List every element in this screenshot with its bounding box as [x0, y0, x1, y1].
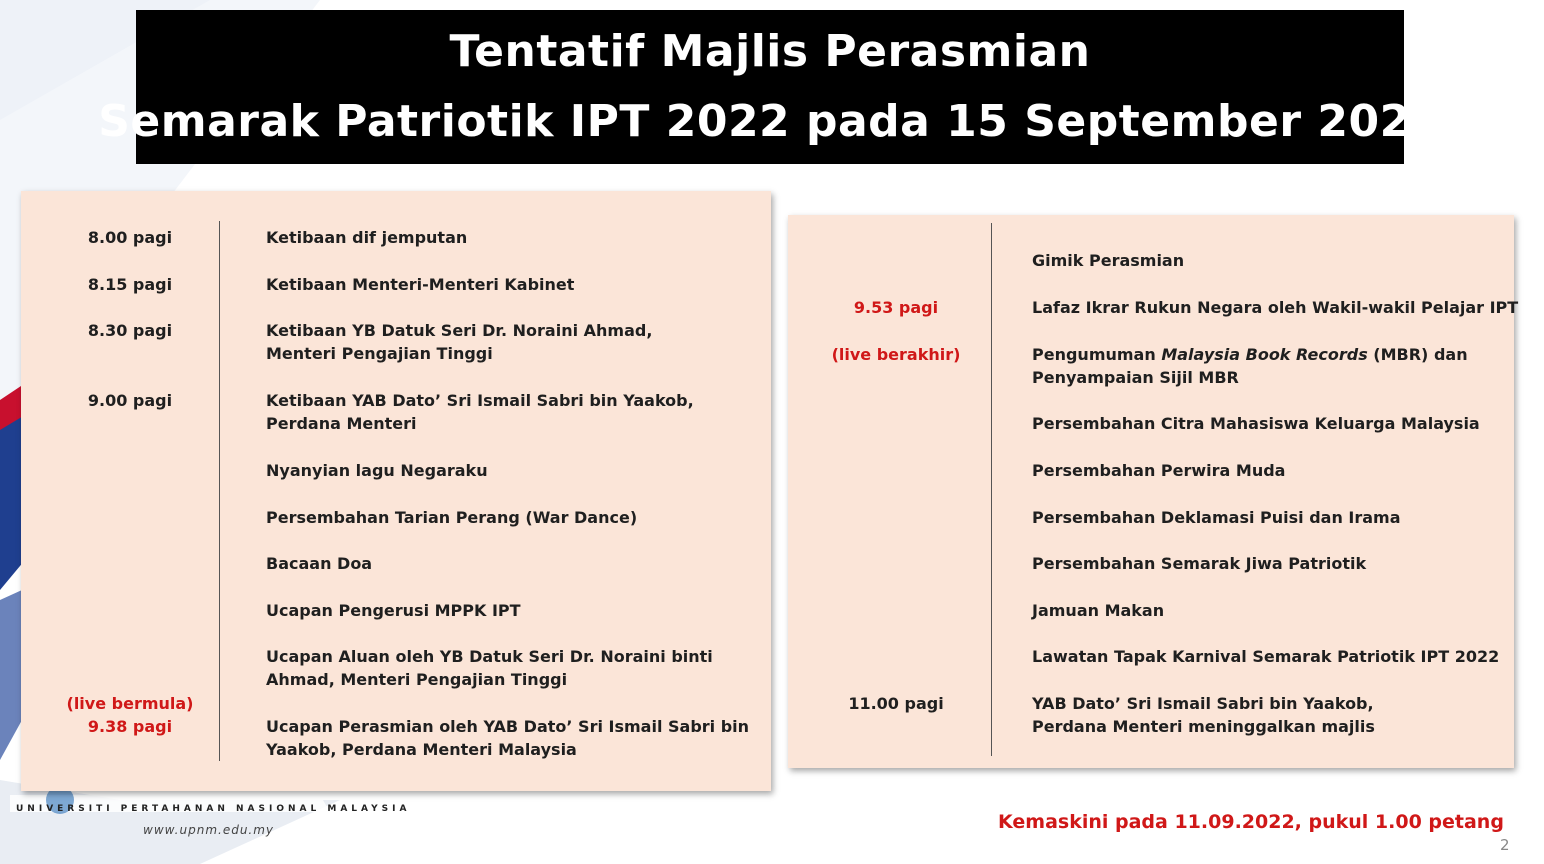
schedule-item: Persembahan Tarian Perang (War Dance): [266, 508, 638, 527]
live-end-note: (live berakhir): [831, 345, 961, 364]
schedule-item: Persembahan Semarak Jiwa Patriotik: [1032, 554, 1367, 573]
schedule-item: Persembahan Perwira Muda: [1032, 461, 1286, 480]
schedule-item: Jamuan Makan: [1032, 601, 1165, 620]
schedule-item: Bacaan Doa: [266, 554, 373, 573]
item-text: (MBR) dan: [1367, 345, 1468, 364]
item-text: Pengumuman: [1032, 345, 1162, 364]
time-label: 8.30 pagi: [87, 321, 173, 340]
title-line-2: Semarak Patriotik IPT 2022 pada 15 September 2022: [98, 96, 1442, 147]
schedule-item: Persembahan Deklamasi Puisi dan Irama: [1032, 508, 1401, 527]
title-banner: [98, 10, 1442, 164]
schedule-item-continuation: Perdana Menteri: [266, 414, 417, 433]
time-label: 9.00 pagi: [87, 391, 173, 410]
schedule-item-continuation: Yaakob, Perdana Menteri Malaysia: [266, 740, 577, 759]
schedule-item: Ketibaan YB Datuk Seri Dr. Noraini Ahmad,: [266, 321, 653, 340]
schedule-item-continuation: Perdana Menteri meninggalkan majlis: [1032, 717, 1375, 736]
time-label: 9.53 pagi: [853, 298, 939, 317]
update-note: Kemaskini pada 11.09.2022, pukul 1.00 petang: [998, 811, 1504, 833]
schedule-panel-left: [21, 191, 771, 791]
time-label: 11.00 pagi: [848, 694, 944, 713]
column-divider: [991, 223, 992, 756]
schedule-item-continuation: Menteri Pengajian Tinggi: [266, 344, 493, 363]
schedule-item: Ketibaan dif jemputan: [266, 228, 468, 247]
item-text-italic: Malaysia Book Records: [1161, 345, 1368, 364]
time-label: 8.00 pagi: [87, 228, 173, 247]
schedule-item: Ucapan Aluan oleh YB Datuk Seri Dr. Noraini binti: [266, 647, 713, 666]
schedule-item: Ucapan Perasmian oleh YAB Dato’ Sri Ismail Sabri bin: [266, 717, 750, 736]
schedule-item-continuation: Penyampaian Sijil MBR: [1032, 368, 1239, 387]
time-label: 8.15 pagi: [87, 275, 173, 294]
page-number: 2: [1500, 836, 1510, 854]
schedule-item: [1032, 343, 1468, 366]
university-name: UNIVERSITI PERTAHANAN NASIONAL MALAYSIA: [16, 804, 411, 814]
schedule-item: Lafaz Ikrar Rukun Negara oleh Wakil-wakil Pelajar IPT: [1032, 298, 1519, 317]
live-start-note: (live bermula): [66, 694, 194, 713]
schedule-item: Lawatan Tapak Karnival Semarak Patriotik IPT 2022: [1032, 647, 1500, 666]
title-line-1: Tentatif Majlis Perasmian: [449, 26, 1091, 77]
schedule-item: YAB Dato’ Sri Ismail Sabri bin Yaakob,: [1032, 694, 1374, 713]
column-divider: [219, 221, 220, 761]
schedule-item-continuation: Ahmad, Menteri Pengajian Tinggi: [266, 670, 568, 689]
schedule-item: Ketibaan Menteri-Menteri Kabinet: [266, 275, 575, 294]
schedule-item: Gimik Perasmian: [1032, 251, 1185, 270]
schedule-panel-right: [788, 215, 1519, 768]
time-label: 9.38 pagi: [87, 717, 173, 736]
schedule-item: Ketibaan YAB Dato’ Sri Ismail Sabri bin Yaakob,: [266, 391, 694, 410]
schedule-item: Nyanyian lagu Negaraku: [266, 461, 488, 480]
schedule-item: Persembahan Citra Mahasiswa Keluarga Malaysia: [1032, 414, 1480, 433]
schedule-item: Ucapan Pengerusi MPPK IPT: [266, 601, 521, 620]
university-website: www.upnm.edu.my: [143, 823, 275, 837]
